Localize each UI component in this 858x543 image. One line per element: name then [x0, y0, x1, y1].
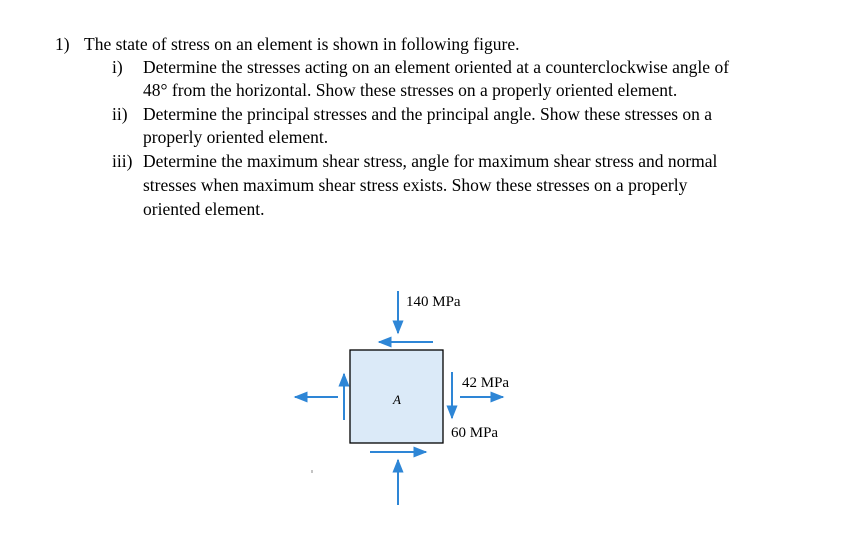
sigma-x-label: 60 MPa — [451, 425, 499, 441]
problem-number: 1) — [55, 34, 70, 54]
part-iii-line-2: stresses when maximum shear stress exists. Show these stresses on a properly — [143, 175, 688, 195]
part-iii-number: iii) — [112, 151, 133, 171]
element-label: A — [393, 392, 401, 407]
part-ii-number: ii) — [112, 104, 128, 124]
part-iii-line-3: oriented element. — [143, 199, 265, 219]
part-i-line-2: 48° from the horizontal. Show these stresses on a properly oriented element. — [143, 80, 678, 100]
part-ii-line-2: properly oriented element. — [143, 127, 329, 147]
sigma-y-label: 140 MPa — [406, 294, 461, 310]
tau-label: 42 MPa — [462, 375, 510, 391]
part-i-number: i) — [112, 57, 123, 77]
problem-intro: The state of stress on an element is shown in following figure. — [84, 34, 520, 54]
part-ii-line-1: Determine the principal stresses and the principal angle. Show these stresses on a — [143, 104, 713, 124]
part-iii-line-1: Determine the maximum shear stress, angle for maximum shear stress and normal — [143, 151, 718, 171]
part-i-line-1: Determine the stresses acting on an element oriented at a counterclockwise angle of — [143, 57, 730, 77]
